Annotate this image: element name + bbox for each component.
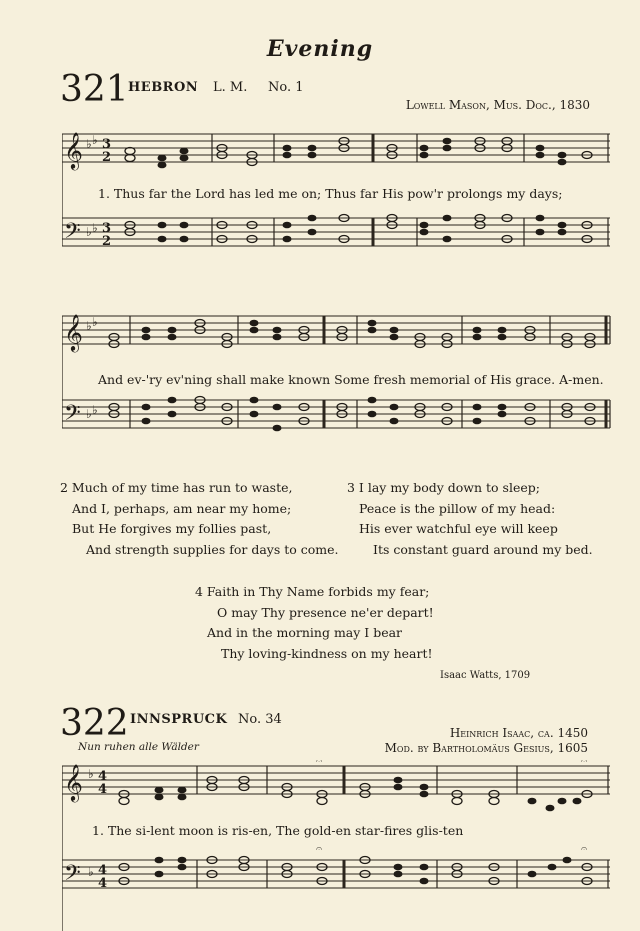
tune-name-innspruck: INNSPRUCK [130,712,228,727]
svg-text:♭: ♭ [86,407,92,421]
music-system-2 [62,310,614,450]
stanza-line: And strength supplies for days to come. [86,541,339,557]
time-sig-bottom-322: 4 [98,782,108,797]
hymn-number-321: 321 [60,69,129,110]
stanza-line: But He forgives my follies past, [72,521,272,536]
svg-text:♭: ♭ [92,221,98,235]
svg-text:♭: ♭ [88,865,94,879]
svg-text:♭: ♭ [86,319,92,333]
meter-label: L. M. [213,80,248,95]
svg-text:3: 3 [102,221,112,236]
hymn-subtitle: Nun ruhen alle Wälder [78,741,199,753]
svg-text:𝄐: 𝄐 [316,842,323,855]
bass-staff-1 [62,215,610,250]
composer-credit-2: Mod. by Bartholomäus Gesius, 1605 [384,741,588,755]
stanza-line: And in the morning may I bear [207,625,403,640]
svg-text:♭: ♭ [92,403,98,417]
section-title: Evening [266,36,374,62]
lyrics-321-line2: And ev-'ry ev'ning shall make known Some fresh memorial of His grace. A-men. [98,372,604,387]
bass-clef-icon: 𝄢 [64,219,81,249]
composer-credit-1: Heinrich Isaac, ca. 1450 [449,726,588,740]
tune-name-hebron: HEBRON [128,80,199,95]
time-sig-top-322: 4 [98,769,108,784]
treble-clef-icon: 𝄞 [64,131,83,169]
svg-text:2: 2 [102,234,112,249]
svg-text:♭: ♭ [86,137,92,151]
svg-text:𝄞: 𝄞 [64,763,83,801]
stanza-line: Its constant guard around my bed. [373,541,593,557]
svg-text:♭: ♭ [92,133,98,147]
stanza-line: Peace is the pillow of my head: [359,500,556,516]
stanza-2 [60,478,339,560]
svg-text:𝄢: 𝄢 [64,401,81,431]
author-credit: Isaac Watts, 1709 [440,670,531,681]
stanza-line: 4 Faith in Thy Name forbids my fear; [195,584,430,599]
stanza-line: 2 Much of my time has run to waste, [60,480,293,495]
tune-number-label: No. 1 [268,80,304,95]
svg-text:♭: ♭ [86,225,92,239]
time-sig-top: 3 [102,137,112,152]
time-sig-bottom: 2 [102,150,112,165]
composer-credit: Lowell Mason, Mus. Doc., 1830 [405,98,590,112]
stanza-4 [195,582,434,664]
hymn-number-322: 322 [60,703,129,744]
svg-text:𝄐: 𝄐 [316,760,323,767]
music-system-1 [62,128,612,268]
svg-text:𝄐: 𝄐 [581,842,588,855]
treble-staff-3 [62,760,610,931]
stanza-line: Thy loving-kindness on my heart! [221,645,433,661]
bass-staff-2 [62,397,610,432]
stanza-line: O may Thy presence ne'er depart! [217,604,434,620]
svg-text:♭: ♭ [88,767,94,781]
stanza-line: And I, perhaps, am near my home; [72,500,292,516]
tune-number-label: No. 34 [238,712,282,727]
lyrics-321-line1: 1. Thus far the Lord has led me on; Thus far His pow'r prolongs my days; [98,186,563,201]
lyrics-322-line1: 1. The si-lent moon is ris-en, The gold-en star-fires glis-ten [92,823,464,838]
stanza-line: His ever watchful eye will keep [359,521,558,536]
bass-staff-3 [62,842,610,891]
stanza-3 [347,478,593,560]
svg-text:𝄢: 𝄢 [64,861,81,891]
music-system-3 [62,760,612,931]
svg-text:4: 4 [98,876,108,891]
stanza-line: 3 I lay my body down to sleep; [347,480,540,495]
svg-text:𝄐: 𝄐 [581,760,588,767]
svg-text:4: 4 [98,863,108,878]
svg-text:𝄞: 𝄞 [64,313,83,351]
svg-text:♭: ♭ [92,315,98,329]
